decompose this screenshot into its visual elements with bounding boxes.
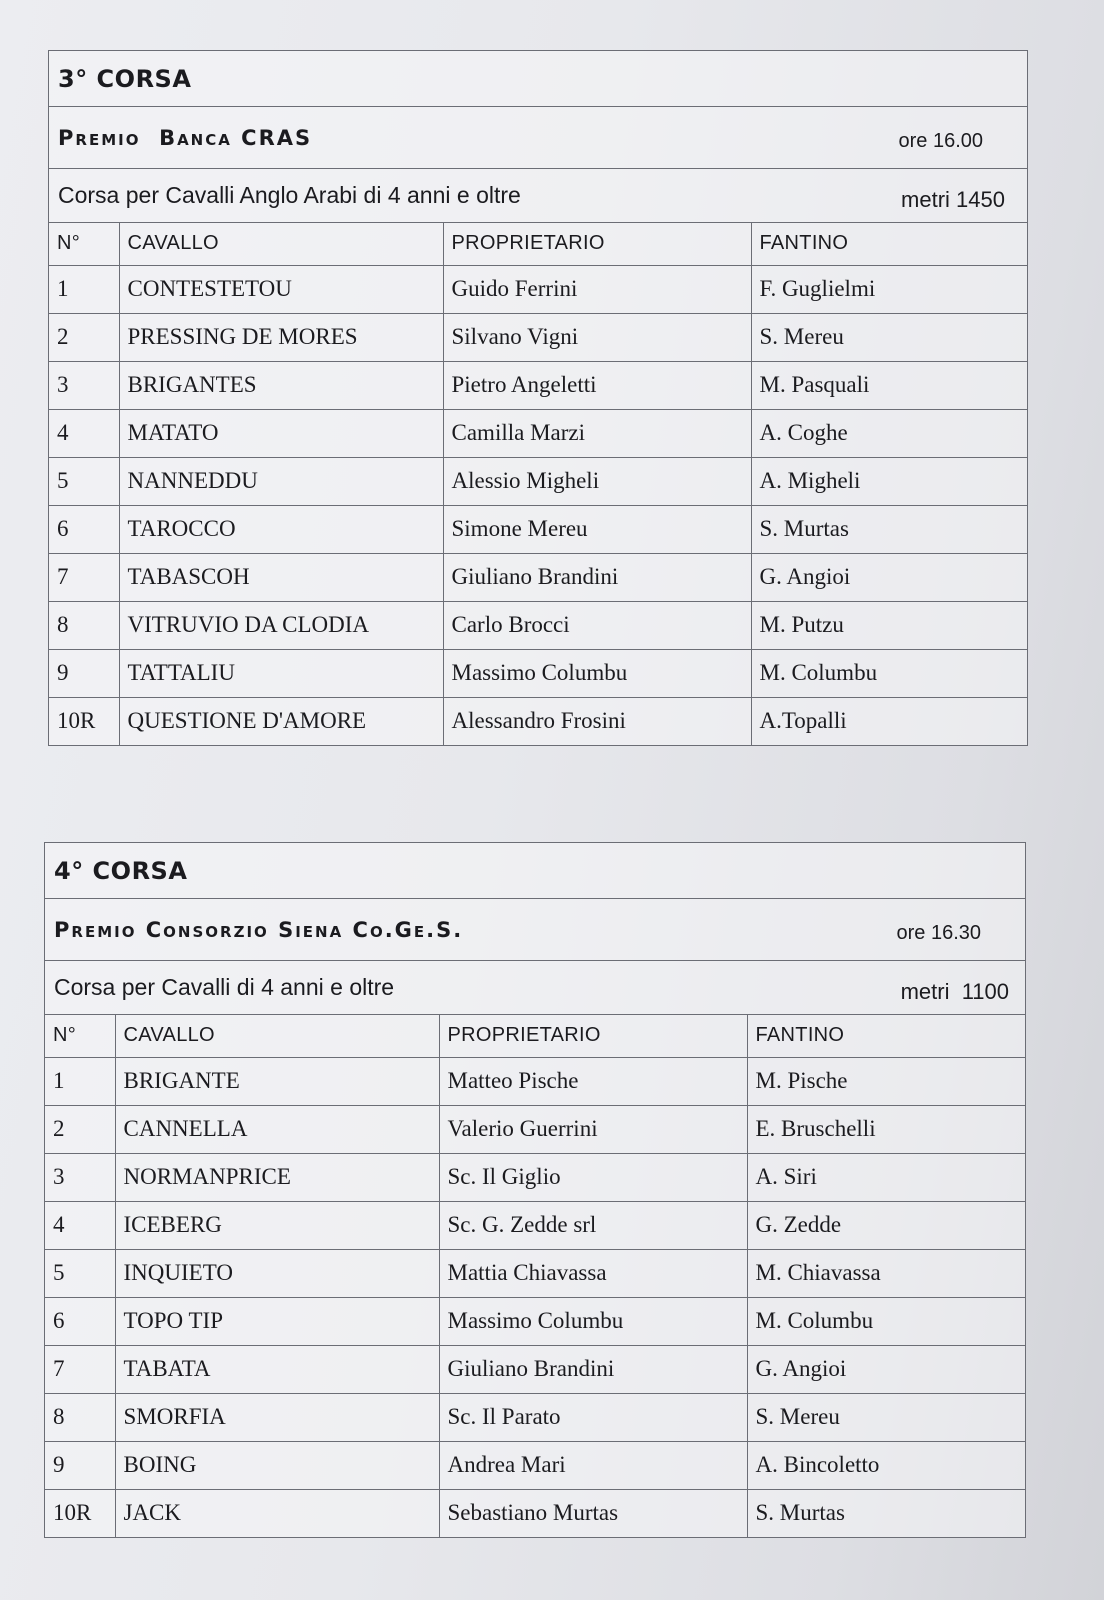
prize-name: Premio Banca CRAS <box>58 125 313 150</box>
race-description: Corsa per Cavalli Anglo Arabi di 4 anni e oltre <box>58 182 521 208</box>
owner-name: Pietro Angeletti <box>443 361 751 409</box>
race-time: ore 16.30 <box>896 922 981 944</box>
table-row <box>49 505 1027 553</box>
entry-number: 1 <box>49 265 119 313</box>
table-row <box>45 1489 1025 1537</box>
jockey-name: A. Migheli <box>751 457 1027 505</box>
owner-name: Sc. Il Giglio <box>439 1153 747 1201</box>
header-jockey: FANTINO <box>751 223 1027 265</box>
jockey-name: S. Mereu <box>747 1393 1025 1441</box>
entry-number: 1 <box>45 1057 115 1105</box>
table-row <box>45 1345 1025 1393</box>
jockey-name: S. Mereu <box>751 313 1027 361</box>
table-row <box>49 601 1027 649</box>
jockey-name: G. Zedde <box>747 1201 1025 1249</box>
jockey-name: M. Pasquali <box>751 361 1027 409</box>
race-card-3 <box>48 50 1028 746</box>
jockey-name: M. Pische <box>747 1057 1025 1105</box>
race-prize-row <box>49 107 1027 169</box>
table-row <box>49 553 1027 601</box>
race-card-4 <box>44 842 1026 1538</box>
owner-name: Massimo Columbu <box>439 1297 747 1345</box>
owner-name: Camilla Marzi <box>443 409 751 457</box>
owner-name: Mattia Chiavassa <box>439 1249 747 1297</box>
horse-name: TAROCCO <box>119 505 443 553</box>
race-distance: metri 1100 <box>900 978 1009 1004</box>
owner-name: Carlo Brocci <box>443 601 751 649</box>
table-row <box>45 1153 1025 1201</box>
table-row <box>49 409 1027 457</box>
owner-name: Valerio Guerrini <box>439 1105 747 1153</box>
entries-table <box>49 223 1027 745</box>
owner-name: Sebastiano Murtas <box>439 1489 747 1537</box>
header-horse: CAVALLO <box>115 1015 439 1057</box>
table-row <box>49 457 1027 505</box>
owner-name: Matteo Pische <box>439 1057 747 1105</box>
race-description: Corsa per Cavalli di 4 anni e oltre <box>54 974 395 1000</box>
prize-name: Premio Consorzio Siena Co.Ge.S. <box>54 917 464 942</box>
table-row <box>45 1105 1025 1153</box>
horse-name: CONTESTETOU <box>119 265 443 313</box>
race-title: 4° CORSA <box>54 856 188 885</box>
entry-number: 2 <box>49 313 119 361</box>
jockey-name: M. Putzu <box>751 601 1027 649</box>
horse-name: BOING <box>115 1441 439 1489</box>
entry-number: 3 <box>45 1153 115 1201</box>
table-row <box>45 1201 1025 1249</box>
entry-number: 2 <box>45 1105 115 1153</box>
jockey-name: M. Chiavassa <box>747 1249 1025 1297</box>
horse-name: BRIGANTE <box>115 1057 439 1105</box>
owner-name: Giuliano Brandini <box>439 1345 747 1393</box>
race-description-row <box>49 169 1027 223</box>
owner-name: Giuliano Brandini <box>443 553 751 601</box>
table-header-row <box>45 1015 1025 1057</box>
race-title-row <box>45 843 1025 899</box>
header-horse: CAVALLO <box>119 223 443 265</box>
entry-number: 4 <box>45 1201 115 1249</box>
horse-name: INQUIETO <box>115 1249 439 1297</box>
entry-number: 8 <box>49 601 119 649</box>
owner-name: Andrea Mari <box>439 1441 747 1489</box>
jockey-name: F. Guglielmi <box>751 265 1027 313</box>
jockey-name: M. Columbu <box>751 649 1027 697</box>
header-owner: PROPRIETARIO <box>443 223 751 265</box>
owner-name: Alessandro Frosini <box>443 697 751 745</box>
entry-number: 5 <box>45 1249 115 1297</box>
owner-name: Sc. Il Parato <box>439 1393 747 1441</box>
table-row <box>45 1441 1025 1489</box>
jockey-name: A. Siri <box>747 1153 1025 1201</box>
entry-number: 8 <box>45 1393 115 1441</box>
header-number: N° <box>49 223 119 265</box>
table-row <box>45 1297 1025 1345</box>
entry-number: 5 <box>49 457 119 505</box>
horse-name: QUESTIONE D'AMORE <box>119 697 443 745</box>
entry-number: 10R <box>49 697 119 745</box>
jockey-name: M. Columbu <box>747 1297 1025 1345</box>
jockey-name: G. Angioi <box>751 553 1027 601</box>
horse-name: NANNEDDU <box>119 457 443 505</box>
table-row <box>45 1393 1025 1441</box>
race-title: 3° CORSA <box>58 64 192 93</box>
entry-number: 6 <box>45 1297 115 1345</box>
owner-name: Silvano Vigni <box>443 313 751 361</box>
horse-name: JACK <box>115 1489 439 1537</box>
jockey-name: S. Murtas <box>751 505 1027 553</box>
table-row <box>49 313 1027 361</box>
race-title-row <box>49 51 1027 107</box>
race-distance: metri 1450 <box>901 186 1005 212</box>
jockey-name: A. Coghe <box>751 409 1027 457</box>
horse-name: TABATA <box>115 1345 439 1393</box>
entry-number: 6 <box>49 505 119 553</box>
owner-name: Alessio Migheli <box>443 457 751 505</box>
owner-name: Sc. G. Zedde srl <box>439 1201 747 1249</box>
race-time: ore 16.00 <box>898 130 983 152</box>
jockey-name: A. Bincoletto <box>747 1441 1025 1489</box>
table-row <box>45 1057 1025 1105</box>
horse-name: PRESSING DE MORES <box>119 313 443 361</box>
horse-name: BRIGANTES <box>119 361 443 409</box>
horse-name: VITRUVIO DA CLODIA <box>119 601 443 649</box>
horse-name: TATTALIU <box>119 649 443 697</box>
horse-name: TOPO TIP <box>115 1297 439 1345</box>
entry-number: 7 <box>49 553 119 601</box>
entry-number: 3 <box>49 361 119 409</box>
header-owner: PROPRIETARIO <box>439 1015 747 1057</box>
horse-name: TABASCOH <box>119 553 443 601</box>
table-row <box>49 649 1027 697</box>
table-row <box>49 361 1027 409</box>
table-row <box>45 1249 1025 1297</box>
jockey-name: S. Murtas <box>747 1489 1025 1537</box>
entry-number: 4 <box>49 409 119 457</box>
table-row <box>49 265 1027 313</box>
owner-name: Simone Mereu <box>443 505 751 553</box>
entry-number: 7 <box>45 1345 115 1393</box>
jockey-name: A.Topalli <box>751 697 1027 745</box>
horse-name: MATATO <box>119 409 443 457</box>
header-jockey: FANTINO <box>747 1015 1025 1057</box>
table-row <box>49 697 1027 745</box>
entry-number: 10R <box>45 1489 115 1537</box>
entry-number: 9 <box>45 1441 115 1489</box>
race-description-row <box>45 961 1025 1015</box>
race-prize-row <box>45 899 1025 961</box>
horse-name: NORMANPRICE <box>115 1153 439 1201</box>
horse-name: ICEBERG <box>115 1201 439 1249</box>
entry-number: 9 <box>49 649 119 697</box>
table-header-row <box>49 223 1027 265</box>
owner-name: Guido Ferrini <box>443 265 751 313</box>
owner-name: Massimo Columbu <box>443 649 751 697</box>
entries-table <box>45 1015 1025 1537</box>
horse-name: SMORFIA <box>115 1393 439 1441</box>
jockey-name: E. Bruschelli <box>747 1105 1025 1153</box>
header-number: N° <box>45 1015 115 1057</box>
horse-name: CANNELLA <box>115 1105 439 1153</box>
jockey-name: G. Angioi <box>747 1345 1025 1393</box>
